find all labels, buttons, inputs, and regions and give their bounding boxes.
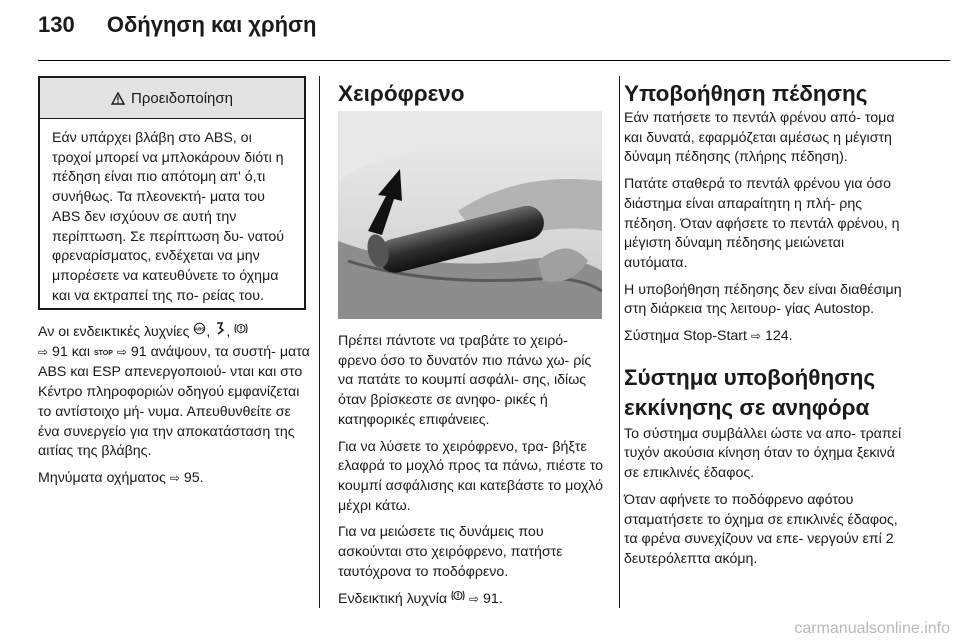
paragraph: Εάν πατήσετε το πεντάλ φρένου από- τομα και δυνατά, εφαρμόζεται αμέσως η μέγιστη δύναμη πέδησης (πλήρης πέδηση).	[624, 110, 895, 166]
handbrake-title: Χειρόφρενο	[338, 81, 465, 106]
paragraph: Για να λύσετε το χειρόφρενο, τρα- βήξτε ελαφρά το μοχλό προς τα πάνω, πιέστε το κουμπί ασφάλισης και κατεβάστε το μοχλό μέχρι κάτω.	[338, 438, 604, 514]
watermark: carmanualsonline.info	[794, 620, 950, 637]
warning-box	[38, 76, 306, 310]
stop-warning-light-icon: STOP	[93, 349, 113, 357]
brake-warning-light-icon	[234, 322, 248, 342]
page-number: 130	[38, 12, 75, 37]
text: 95.	[183, 469, 204, 486]
warning-text: Εάν υπάρχει βλάβη στο ABS, οι τροχοί μπορεί να μπλοκάρουν διότι η πέδηση είναι πιο απότομη απ' ό,τι συνήθως. Τα πλεονεκτή- ματα του ABS δεν ισχύουν σε αυτή την περίπτωση. Σε περίπτωση δυ- νατού φρεναρίσματος, ενδέχεται να μην μπορέσετε να κατευθύνετε το όχημα και να εκτραπεί της πο- ρείας του.	[52, 130, 285, 304]
text: 124.	[764, 328, 793, 345]
text: Αν οι ενδεικτικές λυχνίες	[38, 324, 190, 340]
warning-header	[40, 78, 304, 119]
text: Ενδεικτική λυχνία	[338, 591, 448, 608]
column-divider	[319, 76, 320, 608]
reference-arrow-icon: ⇨	[469, 592, 480, 607]
paragraph: Όταν αφήνετε το ποδόφρενο αφότου σταματήσετε το όχημα σε επικλινές έδαφος, τα φρένα συνεχίζουν να επε- νεργούν επί 2 δευτερόλεπτα ακόμη.	[624, 491, 898, 567]
brake-assist-title: Υποβοήθηση πέδησης	[624, 81, 868, 106]
text: 91.	[483, 591, 503, 608]
text: Σύστημα Stop-Start	[624, 328, 747, 345]
text: 91 ανάψουν, τα συστή- ματα ABS και ESP απενεργοποιού- νται και στο Κέντρο πληροφοριών οδηγού εμφανίζεται το αντίστοιχο μή- νυμα. Απευθυνθείτε σε ένα συνεργείο για την αποκατάσταση της αιτίας της βλάβης.	[38, 343, 310, 460]
paragraph: Πρέπει πάντοτε να τραβάτε το χειρό- φρενο όσο το δυνατόν πιο πάνω χω- ρίς να πατάτε το κουμπί ασφάλι- σης, ιδίως όταν βρίσκεστε σε ανηφο- ρικές ή κατηφορικές επιφάνειες.	[338, 333, 592, 428]
paragraph: Αν οι ενδεικτικές λυχνίες ABS , , ⇨ 91 και STOP ⇨ 91 ανάψουν, τα συστή- ματα ABS και ESP απενεργοποιού- νται και στο Κέντρο πληροφοριών οδηγού εμφανίζεται το αντίστοιχο μή- νυμα. Απευθυνθείτε σε ένα συνεργείο για την αποκατάσταση της αιτίας της βλάβης.	[38, 324, 310, 460]
column-2	[338, 332, 606, 617]
paragraph: Το σύστημα συμβάλλει ώστε να απο- τραπεί τυχόν ακούσια κίνηση όταν το όχημα ξεκινά σε επικλινές έδαφος.	[624, 425, 902, 482]
header-divider	[38, 60, 950, 61]
section-title: Οδήγηση και χρήση	[106, 12, 317, 37]
esp-warning-light-icon	[214, 322, 226, 342]
paragraph: Πατάτε σταθερά το πεντάλ φρένου για όσο διάστημα είναι απαραίτητη η πλή- ρης πέδηση. Όταν αφήσετε το πεντάλ φρένου, η μέγιστη δύναμη πέδησης μειώνεται αυτόματα.	[624, 176, 900, 271]
reference-arrow-icon: ⇨	[38, 344, 49, 359]
paragraph: Για να μειώσετε τις δυνάμεις που ασκούνται στο χειρόφρενο, πατήστε ταυτόχρονα το ποδόφρενο.	[338, 524, 563, 580]
paragraph	[338, 589, 606, 610]
column-divider	[619, 76, 620, 608]
warning-triangle-icon	[111, 92, 125, 105]
brake-warning-light-icon	[451, 589, 465, 609]
text: Μηνύματα οχήματος	[38, 469, 166, 486]
reference-arrow-icon: ⇨	[169, 470, 180, 485]
paragraph	[624, 327, 908, 347]
paragraph: Η υποβοήθηση πέδησης δεν είναι διαθέσιμη στη διάρκεια της λειτουρ- γίας Autostop.	[624, 281, 902, 318]
column-1	[38, 322, 310, 496]
abs-warning-light-icon	[193, 322, 206, 342]
reference-arrow-icon: ⇨	[750, 329, 761, 344]
page-header	[38, 12, 317, 38]
hill-start-assist-title: Σύστημα υποβοήθησης εκκίνησης σε ανηφόρα	[624, 364, 876, 420]
handbrake-lever-photo	[338, 111, 602, 319]
paragraph	[38, 469, 310, 489]
svg-text:ABS: ABS	[195, 326, 205, 332]
column-3	[624, 80, 908, 577]
warning-title: Προειδοποίηση	[131, 89, 233, 107]
text: 91 και	[52, 343, 91, 360]
reference-arrow-icon: ⇨	[116, 344, 127, 359]
